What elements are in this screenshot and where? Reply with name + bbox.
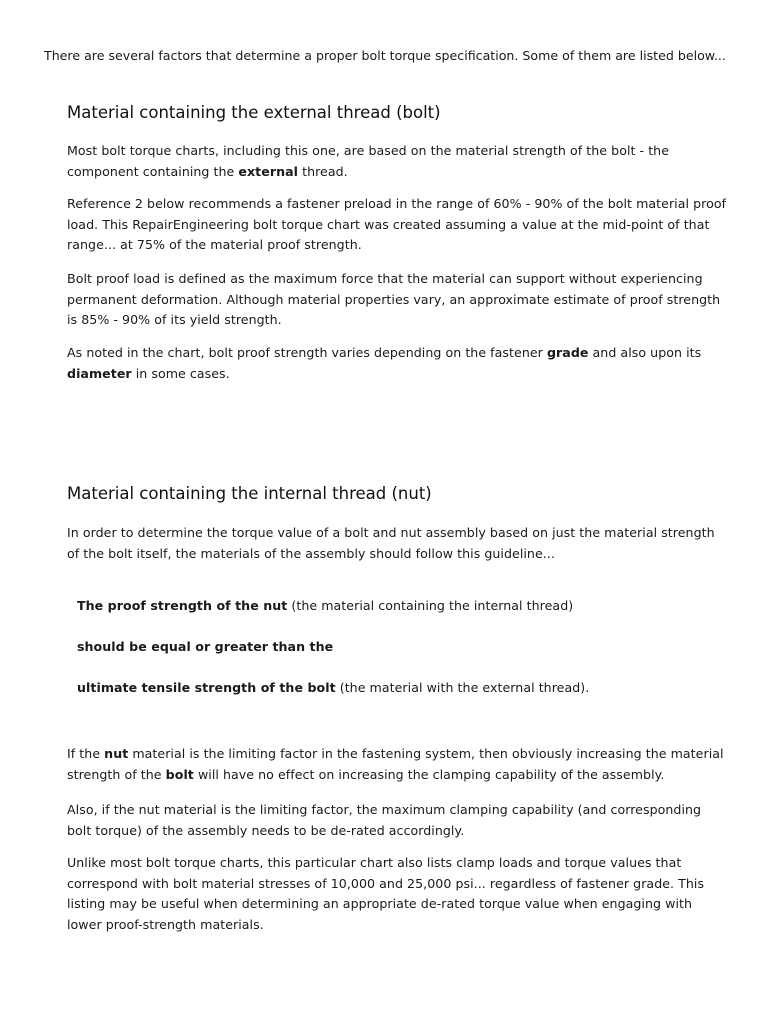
paragraph-unlike-most — [67, 853, 727, 935]
text-run: thread. — [298, 163, 348, 179]
paragraph-determine-torque — [67, 523, 727, 564]
bold-diameter: diameter — [67, 365, 132, 381]
section-heading-external-thread: Material containing the external thread (bolt) — [67, 103, 441, 122]
paragraph-de-rated — [67, 800, 727, 841]
guideline-line-1 — [67, 596, 727, 617]
paragraph-text: Reference 2 below recommends a fastener preload in the range of 60% - 90% of the bolt material proof load. This RepairEngineering bolt torque chart was created assuming a value at the mid-point of that range... at 75% of the material proof strength. — [67, 196, 727, 252]
text-run: (the material with the external thread). — [335, 680, 590, 695]
bold-nut: nut — [104, 746, 129, 761]
paragraph-text: Also, if the nut material is the limiting factor, the maximum clamping capability (and corresponding bolt torque) of the assembly needs to be de-rated accordingly. — [67, 802, 702, 838]
bold-ultimate-tensile: ultimate tensile strength of the bolt — [77, 680, 336, 695]
bold-proof-strength-nut: The proof strength of the nut — [77, 598, 288, 613]
section-external-thread — [67, 102, 727, 124]
bold-equal-or-greater: should be equal or greater than the — [77, 639, 334, 654]
text-run: As noted in the chart, bolt proof strength varies depending on the fastener — [67, 345, 547, 360]
paragraph-text: In order to determine the torque value of a bolt and nut assembly based on just the material strength of the bolt itself, the materials of the assembly should follow this guideline... — [67, 525, 715, 561]
paragraph-text: Unlike most bolt torque charts, this particular chart also lists clamp loads and torque values that correspond with bolt material stresses of 10,000 and 25,000 psi... regardless of fastener grade. This listing may be useful when determining an appropriate de-rated torque value when engaging with lower proof-strength materials. — [67, 855, 705, 932]
paragraph-reference-2 — [67, 194, 727, 256]
text-run: Most bolt torque charts, including this one, are based on the material strength of the bolt - the component containing the — [67, 143, 670, 179]
text-run: will have no effect on increasing the clamping capability of the assembly. — [193, 766, 665, 782]
guideline-line-2 — [67, 637, 727, 658]
text-run: If the — [67, 746, 105, 761]
text-run: (the material containing the internal thread) — [287, 598, 574, 613]
text-run: material is the limiting factor in the fastening system, then obviously increasing the material strength of the — [67, 746, 724, 782]
section-heading-internal-thread: Material containing the internal thread (nut) — [67, 484, 432, 503]
text-run: and also upon its — [588, 345, 702, 360]
bold-bolt: bolt — [165, 766, 194, 782]
bold-grade: grade — [546, 345, 589, 360]
intro-paragraph: There are several factors that determine a proper bolt torque specification. Some of them are listed below... — [44, 48, 726, 63]
paragraph-grade-diameter — [67, 343, 727, 384]
paragraph-text: Bolt proof load is defined as the maximum force that the material can support without experiencing permanent deformation. Although material properties vary, an approximate estimate of proof strength is 85% - 90% of its yield strength. — [67, 271, 721, 327]
guideline-line-3 — [67, 678, 727, 699]
paragraph-proof-load — [67, 269, 727, 331]
paragraph-bolt-torque-charts — [67, 141, 727, 182]
paragraph-nut-limiting — [67, 744, 727, 785]
bold-external: external — [238, 163, 299, 179]
text-run: in some cases. — [131, 365, 230, 381]
section-internal-thread — [67, 483, 727, 505]
